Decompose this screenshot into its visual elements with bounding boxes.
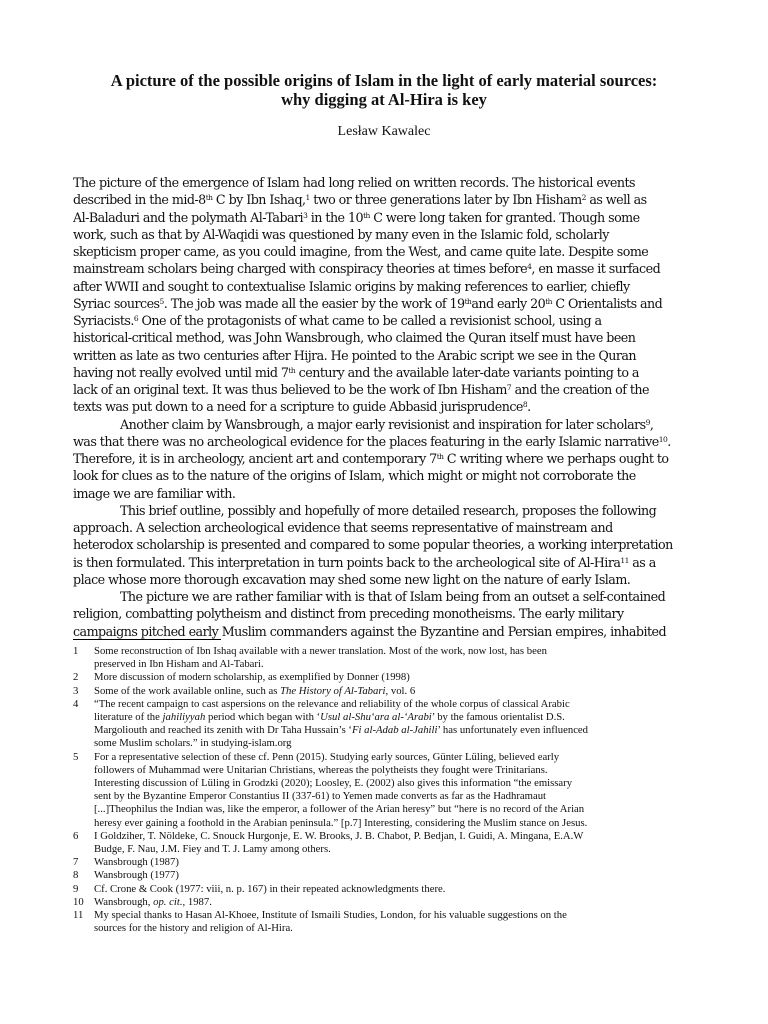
body-line: Syriac sources$^5$. The job was made all the easier by the work of 19thand early 20th C Orientalists and — [73, 295, 663, 311]
footnote-ref[interactable]: 6 — [133, 314, 139, 323]
body-line: Therefore, it is in archeology, ancient art and contemporary 7th C writing where we perhaps ought to — [73, 451, 669, 466]
title-line-1: A picture of the possible origins of Islam in the light of early material sources: — [110, 71, 658, 90]
footnote-number: 10 — [73, 895, 84, 908]
footnote-number: 1 — [73, 645, 79, 657]
footnote-2: 2 More discussion of modern scholarship, as exemplified by Donner (1998) — [73, 671, 410, 684]
body-line: Syriacists.$^6$ One of the protagonists of what came to be called a revisionist school, using a — [73, 313, 602, 328]
footnote-ref[interactable]: 9 — [645, 417, 650, 427]
footnote-number: 7 — [73, 856, 79, 869]
footnote-ref[interactable]: 10 — [658, 434, 668, 444]
footnote-11: 11 My special thanks to Hasan Al-Khoee, Institute of Ismaili Studies, London, for his valuable suggestions on the sources for the history and religion of Al-Hira. — [73, 909, 567, 935]
body-line: heterodox scholarship is presented and compared to some popular theories, a working interpretation — [73, 537, 673, 553]
footnote-4: 4 “The recent campaign to cast aspersions on the relevance and reliability of the whole corpus of classical Arabic literature of the jahiliyyah period which began with ‘Usul al-Shu‘ara al-‘Arabi’ by the famous orientalist D.S. Margoliouth and reached its zenith with Dr Taha Hussain’s ‘Fi al-Adab al-Jahili’ has unfortunately even influenced some Muslim scholars.” in studying-islam.org — [73, 697, 589, 750]
footnote-number: 3 — [73, 684, 79, 697]
body-line: historical-critical method, was John Wansbrough, who claimed the Quran itself must have been — [73, 330, 636, 346]
body-line: texts was put down to a need for a scripture to guide Abbasid jurisprudence$^8$. — [73, 399, 531, 415]
footnote-ref[interactable]: 3 — [303, 210, 308, 220]
footnote-10: 10 Wansbrough, op. cit., 1987. — [73, 895, 212, 908]
body-text — [73, 174, 695, 640]
body-line: approach. A selection archeological evidence that seems representative of mainstream and — [73, 520, 613, 535]
footnote-number: 4 — [73, 697, 79, 710]
footnote-ref[interactable]: 8 — [522, 400, 528, 410]
footnote-1: 1 Some reconstruction of Ibn Ishaq available with a newer translation. Most of the work, now lost, has been preserved in Ibn Hisham and Al-Tabari. — [73, 645, 547, 671]
footnote-5: 5 For a representative selection of these cf. Penn (2015). Studying early sources, Günter Lüling, believed early followers of Muhammad were Unitarian Christians, whereas the polytheists they fought were Trinitarians. Interesting discussion of Lüling in Grodzki (2020); Loosley, E. (2002) also gives this information “the emissary sent by the Byzantine Emperor Constantius II (337-61) to Yemen made converts as far as the Hadhramaut [...]Theophilus the Indian was, like the emperor, a follower of the Arian heresy” but “here is no record of the Arian heresy ever gaining a foothold in the Arabian peninsula.” [p.7] Interesting, considering the Muslim stance on Jesus. — [73, 750, 588, 829]
footnotes — [73, 645, 703, 935]
footnote-9: 9 Cf. Crone & Cook (1977: viii, n. p. 167) in their repeated acknowledgments there. — [73, 882, 446, 895]
footnote-separator — [73, 639, 221, 640]
footnote-number: 9 — [73, 882, 79, 895]
footnote-number: 11 — [73, 909, 84, 922]
body-line: was that there was no archeological evidence for the places featuring in the early Islamic narrative$^{10}$. — [73, 433, 671, 449]
footnote-6: 6 I Goldziher, T. Nöldeke, C. Snouck Hurgonje, E. W. Brooks, J. B. Chabot, P. Bedjan, I. Guidi, A. Mingana, E.A.W Budge, F. Nau, J.M. Fiey and T. J. Lamy among others. — [73, 829, 584, 856]
title-line-2: why digging at Al-Hira is key — [281, 90, 487, 109]
footnote-number: 6 — [73, 829, 79, 842]
body-line: image we are familiar with. — [73, 485, 236, 501]
body-line: mainstream scholars being charged with conspiracy theories at times before$^4$, en masse it surfaced — [73, 261, 661, 277]
footnote-number: 2 — [73, 671, 79, 684]
body-line: having not really evolved until mid 7th century and the available later-date variants pointing to a — [73, 364, 639, 380]
body-line: The picture of the emergence of Islam had long relied on written records. The historical events — [73, 175, 635, 190]
footnote-ref[interactable]: 11 — [620, 555, 629, 565]
body-line: This brief outline, possibly and hopefully of more detailed research, proposes the following — [120, 502, 657, 518]
footnote-number: 5 — [73, 750, 79, 763]
body-line: religion, combatting polytheism and distinct from preceding monotheisms. The early military — [73, 606, 624, 622]
body-line: work, such as that by Al-Waqidi was questioned by many even in the Islamic fold, scholarly — [73, 226, 609, 242]
body-line: lack of an original text. It was thus believed to be the work of Ibn Hisham$^7$ and the creation of the — [73, 382, 650, 397]
body-line: look for clues as to the nature of the origins of Islam, which might or might not corroborate the — [73, 468, 636, 484]
footnote-8: 8 Wansbrough (1977) — [73, 869, 179, 882]
footnote-ref[interactable]: 4 — [527, 262, 532, 272]
footnote-ref[interactable]: 7 — [506, 383, 512, 392]
body-line: The picture we are rather familiar with is that of Islam being from an outset a self-contained — [120, 589, 666, 604]
body-line: Another claim by Wansbrough, a major early revisionist and inspiration for later scholars$^9$, — [120, 416, 654, 432]
body-line: described in the mid-8th C by Ibn Ishaq,$^1$ two or three generations later by Ibn Hisham$^2$ as well as — [73, 192, 647, 208]
body-line: written as late as two centuries after Hijra. He pointed to the Arabic script we see in the Quran — [73, 347, 637, 363]
body-line: is then formulated. This interpretation in turn points back to the archeological site of Al-Hira$^{11}$ as a — [73, 554, 656, 570]
paper-title — [60, 71, 708, 109]
footnote-ref[interactable]: 2 — [581, 193, 586, 203]
footnote-ref[interactable]: 1 — [305, 193, 310, 203]
author-name: Lesław Kawalec — [337, 124, 431, 139]
footnote-7: 7 Wansbrough (1987) — [73, 856, 179, 869]
footnote-3: 3 Some of the work available online, such as The History of Al-Tabari, vol. 6 — [73, 684, 416, 697]
footnote-number: 8 — [73, 869, 79, 882]
footnote-ref[interactable]: 5 — [159, 296, 164, 306]
body-line: after WWII and sought to contextualise Islamic origins by making references to earlier, chiefly — [73, 278, 630, 294]
body-line: Al-Baladuri and the polymath Al-Tabari$^3$ in the 10th C were long taken for granted. Though some — [73, 209, 640, 225]
body-line: place whose more thorough excavation may shed some new light on the nature of early Islam. — [73, 571, 631, 587]
body-line: campaigns pitched early Muslim commanders against the Byzantine and Persian empires, inhabited — [73, 623, 667, 639]
body-line: skepticism proper came, as you could imagine, from the West, and came quite late. Despite some — [73, 244, 649, 259]
